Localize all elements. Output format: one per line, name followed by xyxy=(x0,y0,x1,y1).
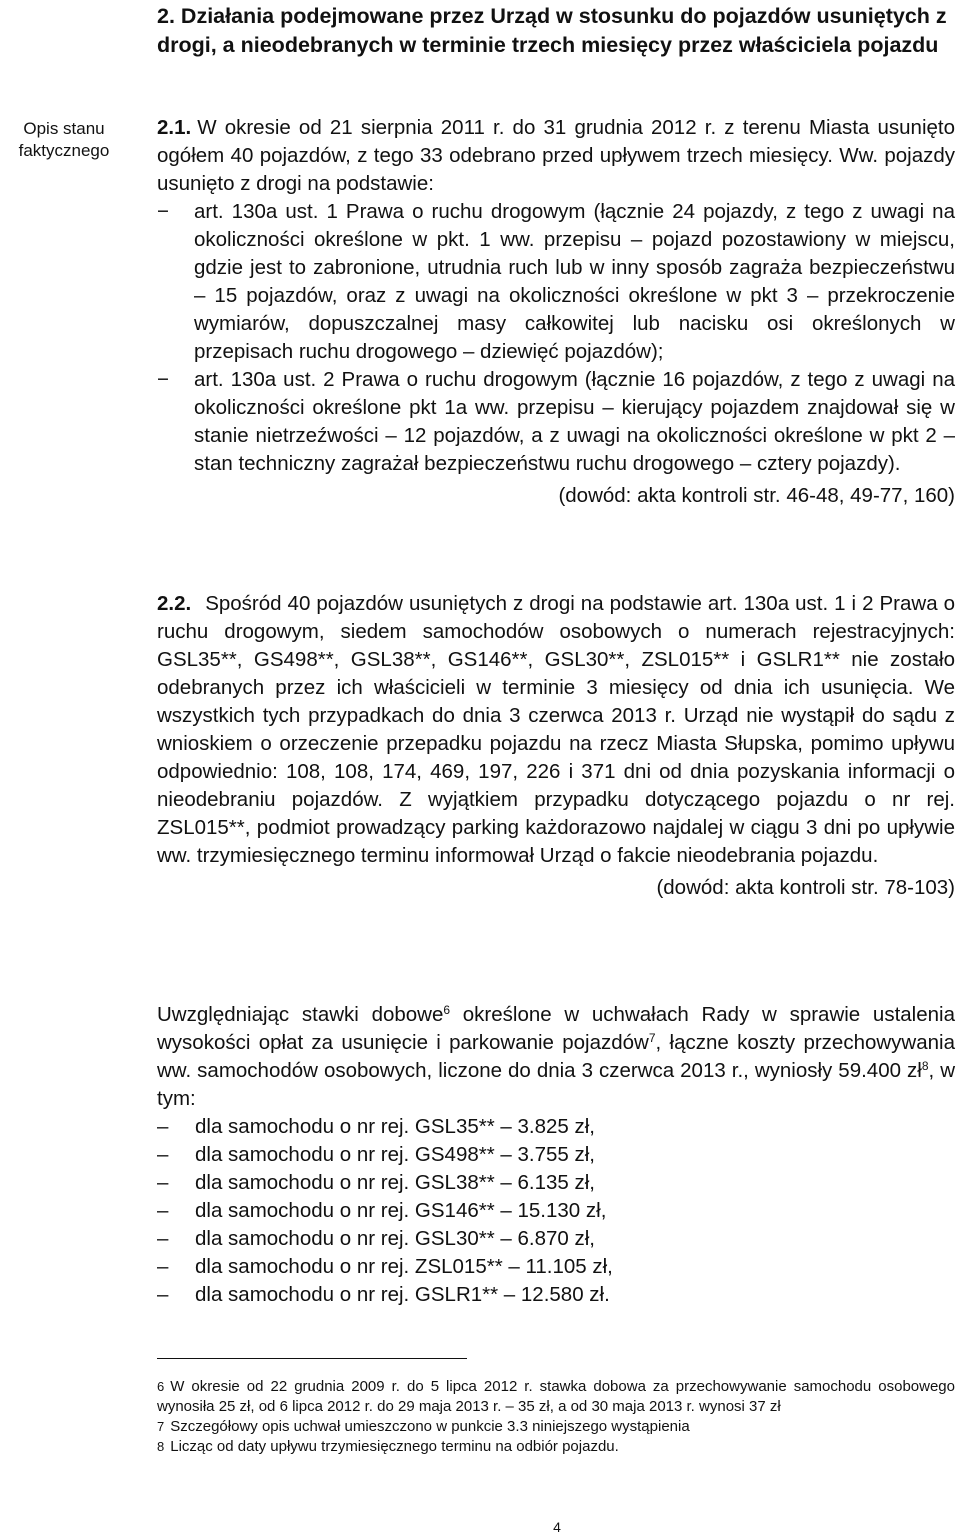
evidence-reference: (dowód: akta kontroli str. 46-48, 49-77, 160) xyxy=(558,484,955,507)
costs-text-part: Uwzględniając stawki dobowe xyxy=(157,1003,444,1026)
dash-bullet: – xyxy=(157,1171,169,1194)
costs-text-part: , łączne koszty przechowywania ww. samochodów osobowych, liczone do dnia 3 czerwca 2013 r., wyniosły 59.400 zł xyxy=(157,1031,955,1082)
list-item xyxy=(157,1169,955,1197)
subsection-number: 2.1. xyxy=(157,116,192,139)
footnote-number: 8 xyxy=(157,1439,165,1454)
footnotes xyxy=(157,1377,955,1457)
list-item-text: dla samochodu o nr rej. GSL35** – 3.825 zł, xyxy=(195,1115,595,1138)
costs-text-part: określone w uchwałach Rady w sprawie ustalenia wysokości opłat za usunięcie i parkowanie pojazdów xyxy=(157,1003,955,1054)
dash-bullet: – xyxy=(157,1227,169,1250)
section-title: Działania podejmowane przez Urząd w stosunku do pojazdów usuniętych z drogi, a nieodebranych w terminie trzech miesięcy przez właściciela pojazdu xyxy=(157,4,947,57)
footnote-ref: 6 xyxy=(443,1003,451,1017)
costs-section xyxy=(157,1001,955,1309)
list-item-text: dla samochodu o nr rej. GS498** – 3.755 zł, xyxy=(195,1143,595,1166)
section-heading xyxy=(157,2,955,60)
dash-bullet: – xyxy=(157,1115,169,1138)
list-item-text: dla samochodu o nr rej. ZSL015** – 11.105 zł, xyxy=(195,1255,613,1278)
subsection-2-2 xyxy=(157,590,955,902)
subsection-2-2-text xyxy=(157,590,955,870)
list-item xyxy=(157,1225,955,1253)
footnote xyxy=(157,1437,955,1457)
costs-list xyxy=(157,1113,955,1309)
footnote-ref: 7 xyxy=(648,1031,656,1045)
list-item-text: art. 130a ust. 2 Prawa o ruchu drogowym (łącznie 16 pojazdów, z tego z uwagi na okoliczności określone pkt 1a ww. przepisu – kierujący pojazdem znajdował się w stanie nietrzeźwości – 12 pojazdów, a z uwagi na okoliczności określone w pkt 2 – stan techniczny zagrażał bezpieczeństwu ruchu drogowego – cztery pojazdy). xyxy=(194,368,955,475)
footnote-ref: 8 xyxy=(921,1059,929,1073)
list-item-text: dla samochodu o nr rej. GSLR1** – 12.580 zł. xyxy=(195,1283,610,1306)
sidebar-label: Opis stanu faktycznego xyxy=(18,119,110,160)
subsection-2-1 xyxy=(157,114,955,510)
footnote-number: 7 xyxy=(157,1419,165,1434)
dash-bullet: – xyxy=(157,1143,169,1166)
footnote xyxy=(157,1417,955,1437)
section-number: 2. xyxy=(157,4,175,28)
intro-text: W okresie od 21 sierpnia 2011 r. do 31 grudnia 2012 r. z terenu Miasta usunięto ogółem 40 pojazdów, z tego 33 odebrano przed upływem trzech miesięcy. Ww. pojazdy usunięto z drogi na podstawie: xyxy=(157,116,955,195)
list-item-text: dla samochodu o nr rej. GSL38** – 6.135 zł, xyxy=(195,1171,595,1194)
page-number: 4 xyxy=(553,1519,561,1535)
footnote-text: Licząc od daty upływu trzymiesięcznego terminu na odbiór pojazdu. xyxy=(170,1438,619,1455)
paragraph-text: Spośród 40 pojazdów usuniętych z drogi na podstawie art. 130a ust. 1 i 2 Prawa o ruchu drogowym, siedem samochodów osobowych o numerach rejestracyjnych: GSL35**, GS498**, GSL38**, GS146**, GSL30**, ZSL015** i GSLR1** nie zostało odebranych przez ich właścicieli w terminie 3 miesięcy od dnia ich usunięcia. We wszystkich tych przypadkach do dnia 3 czerwca 2013 r. Urząd nie wystąpił do sądu z wnioskiem o orzeczenie przepadku pojazdu na rzecz Miasta Słupska, pomimo upływu odpowiednio: 108, 108, 174, 469, 197, 226 i 371 dni od dnia pozyskania informacji o nieodebraniu pojazdów. Z wyjątkiem przypadku dotyczącego pojazdu o nr rej. ZSL015**, podmiot prowadzący parking każdorazowo najdalej w ciągu 3 dni po upływie ww. trzymiesięcznego terminu informował Urząd o fakcie nieodebrania pojazdu. xyxy=(157,592,955,867)
footnote-separator xyxy=(157,1358,467,1359)
footnote-text: W okresie od 22 grudnia 2009 r. do 5 lipca 2012 r. stawka dobowa za przechowywanie samochodu osobowego wynosiła 25 zł, od 6 lipca 2012 r. do 29 maja 2013 r. – 35 zł, a od 30 maja 2013 r. wynosi 37 zł xyxy=(157,1378,955,1415)
footnote xyxy=(157,1377,955,1417)
dash-bullet: – xyxy=(157,1283,169,1306)
list-item-text: dla samochodu o nr rej. GSL30** – 6.870 zł, xyxy=(195,1227,595,1250)
list-item xyxy=(157,198,955,366)
footnote-number: 6 xyxy=(157,1379,165,1394)
list-item xyxy=(157,1141,955,1169)
dash-bullet: – xyxy=(157,1199,169,1222)
subsection-number: 2.2. xyxy=(157,592,192,615)
list-item xyxy=(157,1197,955,1225)
list-item xyxy=(157,1113,955,1141)
subsection-2-1-intro xyxy=(157,114,955,198)
list-item xyxy=(157,1281,955,1309)
list-item xyxy=(157,366,955,478)
list-item xyxy=(157,1253,955,1281)
list-item-text: dla samochodu o nr rej. GS146** – 15.130 zł, xyxy=(195,1199,607,1222)
dash-bullet: – xyxy=(157,1255,169,1278)
evidence-reference: (dowód: akta kontroli str. 78-103) xyxy=(656,876,955,899)
costs-text-part: , w tym: xyxy=(157,1059,955,1110)
footnote-text: Szczegółowy opis uchwał umieszczono w punkcie 3.3 niniejszego wystąpienia xyxy=(170,1418,690,1435)
dash-bullet: − xyxy=(157,200,169,223)
dash-bullet: − xyxy=(157,368,169,391)
costs-paragraph xyxy=(157,1001,955,1113)
list-item-text: art. 130a ust. 1 Prawa o ruchu drogowym (łącznie 24 pojazdy, z tego z uwagi na okoliczności określone w pkt. 1 ww. przepisu – pojazd pozostawiony w miejscu, gdzie jest to zabronione, utrudnia ruch lub w inny sposób zagraża bezpieczeństwu – 15 pojazdów, oraz z uwagi na okoliczności określone w pkt 3 – przekroczenie wymiarów, dopuszczalnej masy całkowitej lub nacisku osi określonych w przepisach ruchu drogowego – dziewięć pojazdów); xyxy=(194,200,955,363)
